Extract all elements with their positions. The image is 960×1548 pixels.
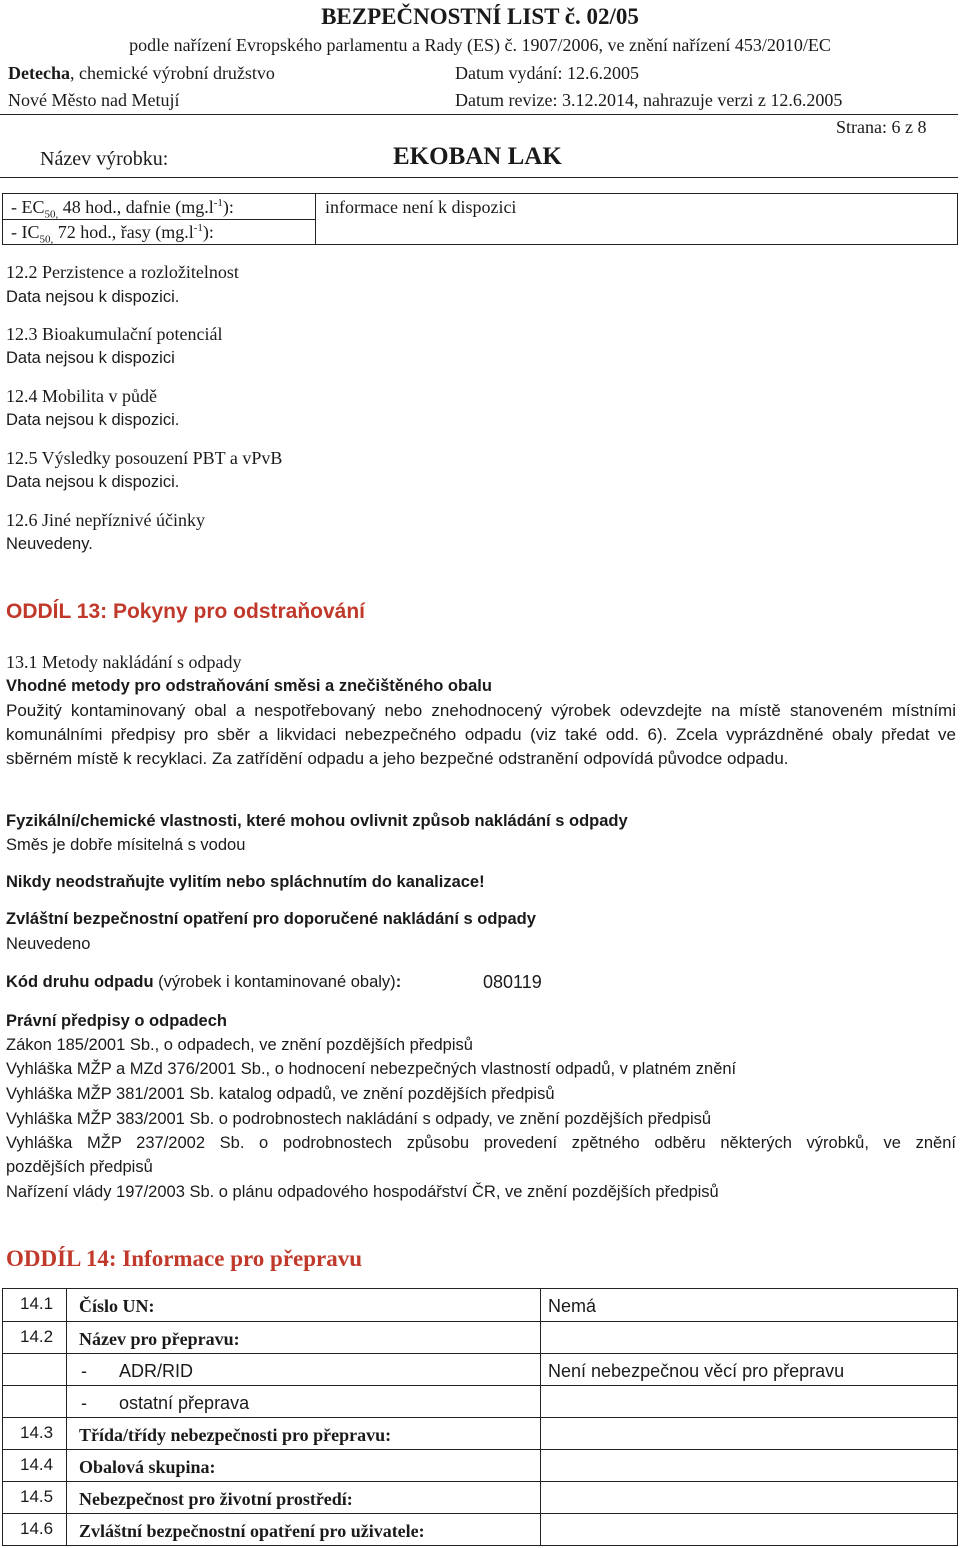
ecotox-table	[2, 193, 958, 245]
adr-rid-label: ADR/RID	[119, 1361, 194, 1381]
section-13-title: ODDÍL 13: Pokyny pro odstraňování	[6, 600, 366, 623]
special-measures-subheading: Zvláštní bezpečnostní opatření pro doporučené nakládání s odpady	[6, 910, 536, 928]
row-number: 14.3	[20, 1423, 54, 1442]
section-12-4-heading: 12.4 Mobilita v půdě	[6, 386, 157, 406]
sewer-warning: Nikdy neodstraňujte vylitím nebo spláchnutím do kanalizace!	[6, 873, 485, 891]
section-14-title: ODDÍL 14: Informace pro přepravu	[6, 1246, 363, 1271]
section-12-5-text: Data nejsou k dispozici.	[6, 473, 180, 491]
header-divider	[0, 114, 958, 115]
table-row	[3, 1481, 957, 1514]
table-row	[3, 1385, 957, 1418]
row-number: 14.5	[20, 1487, 54, 1506]
environmental-hazard-label: Nebezpečnost pro životní prostředí:	[79, 1489, 353, 1509]
other-transport-label: ostatní přeprava	[119, 1393, 250, 1413]
waste-code-value: 080119	[483, 972, 542, 992]
special-measures-text: Neuvedeno	[6, 935, 91, 953]
waste-law-item: Vyhláška MŽP 237/2002 Sb. o podrobnostech způsobu provedení zpětného odběru některých výrobků, ve znění	[6, 1134, 956, 1152]
section-12-4-text: Data nejsou k dispozici.	[6, 411, 180, 429]
section-12-3-heading: 12.3 Bioakumulační potenciál	[6, 324, 223, 344]
document-title: BEZPEČNOSTNÍ LIST č. 02/05	[321, 4, 639, 29]
row-number: 14.2	[20, 1327, 54, 1346]
section-12-6-heading: 12.6 Jiné nepříznivé účinky	[6, 510, 205, 530]
waste-law-item: Vyhláška MŽP 383/2001 Sb. o podrobnostech nakládání s odpady, ve znění pozdějších předpisů	[6, 1110, 712, 1128]
regulation-subtitle: podle nařízení Evropského parlamentu a Rady (ES) č. 1907/2006, ve znění nařízení 453/2010/EC	[129, 35, 831, 55]
table-row	[3, 1513, 957, 1546]
page-number: Strana: 6 z 8	[836, 117, 927, 137]
section-12-5-heading: 12.5 Výsledky posouzení PBT a vPvB	[6, 448, 283, 468]
section-12-3-text: Data nejsou k dispozici	[6, 349, 175, 367]
company-name: Detecha, chemické výrobní družstvo	[8, 63, 275, 83]
table-divider	[315, 194, 316, 244]
shipping-name-label: Název pro přepravu:	[79, 1329, 240, 1349]
waste-law-heading: Právní předpisy o odpadech	[6, 1012, 227, 1030]
transport-table	[2, 1288, 958, 1546]
ecotox-value: informace není k dispozici	[325, 197, 517, 217]
row-number: 14.4	[20, 1455, 54, 1474]
header-bottom-divider	[0, 177, 958, 178]
product-name: EKOBAN LAK	[393, 143, 562, 170]
disposal-paragraph: Použitý kontaminovaný obal a nespotřebovaný nebo znehodnocený výrobek odevzdejte na místě stanoveném místními komunálními předpisy pro sběr a likvidaci nebezpečného odpadu (viz také odd. 6). Zcela vyprázdněné obaly předat ve sběrném místě k recyklaci. Za zatřídění odpadu a jeho bezpečné odstranění odpovídá původce odpadu.	[6, 701, 956, 768]
ic50-label: - $IC_{50,}$ 72 hod., řasy $(mg.l^{-1})$:	[11, 222, 214, 246]
table-row	[3, 1417, 957, 1450]
section-12-2-heading: 12.2 Perzistence a rozložitelnost	[6, 262, 239, 282]
physchem-subheading: Fyzikální/chemické vlastnosti, které mohou ovlivnit způsob nakládání s odpady	[6, 812, 628, 830]
section-12-2-text: Data nejsou k dispozici.	[6, 288, 180, 306]
section-13-1-heading: 13.1 Metody nakládání s odpady	[6, 652, 242, 672]
revision-date: Datum revize: 3.12.2014, nahrazuje verzi z 12.6.2005	[455, 90, 843, 110]
table-row	[3, 1449, 957, 1482]
section-12-6-text: Neuvedeny.	[6, 535, 93, 553]
company-city: Nové Město nad Metují	[8, 90, 180, 110]
waste-law-item: Nařízení vlády 197/2003 Sb. o plánu odpadového hospodářství ČR, ve znění pozdějších předpisů	[6, 1183, 719, 1201]
waste-law-item: Zákon 185/2001 Sb., o odpadech, ve znění pozdějších předpisů	[6, 1036, 473, 1054]
list-dash: -	[81, 1361, 87, 1381]
row-number: 14.1	[20, 1294, 54, 1313]
waste-law-item: Vyhláška MŽP 381/2001 Sb. katalog odpadů, ve znění pozdějších předpisů	[6, 1085, 555, 1103]
row-number: 14.6	[20, 1519, 54, 1538]
waste-law-item: Vyhláška MŽP a MZd 376/2001 Sb., o hodnocení nebezpečných vlastností odpadů, v platném znění	[6, 1060, 737, 1078]
table-row	[3, 1353, 957, 1386]
product-label: Název výrobku:	[40, 148, 169, 170]
packing-group-label: Obalová skupina:	[79, 1457, 216, 1477]
ec50-label: - $EC_{50,}$ 48 hod., dafnie $(mg.l^{-1})$:	[11, 197, 234, 221]
user-precautions-label: Zvláštní bezpečnostní opatření pro uživatele:	[79, 1521, 425, 1541]
table-row	[3, 1289, 957, 1321]
disposal-methods-subheading: Vhodné metody pro odstraňování směsi a znečištěného obalu	[6, 677, 492, 695]
issue-date: Datum vydání: 12.6.2005	[455, 63, 639, 83]
table-row	[3, 1321, 957, 1354]
physchem-text: Směs je dobře mísitelná s vodou	[6, 836, 246, 854]
un-number-value: Nemá	[548, 1296, 597, 1316]
adr-rid-value: Není nebezpečnou věcí pro přepravu	[548, 1361, 845, 1381]
waste-code-label: Kód druhu odpadu (výrobek i kontaminované obaly):	[6, 973, 402, 991]
un-number-label: Číslo UN:	[79, 1296, 155, 1316]
list-dash: -	[81, 1393, 87, 1413]
waste-law-item-continued: pozdějších předpisů	[6, 1158, 153, 1176]
hazard-class-label: Třída/třídy nebezpečnosti pro přepravu:	[79, 1425, 392, 1445]
